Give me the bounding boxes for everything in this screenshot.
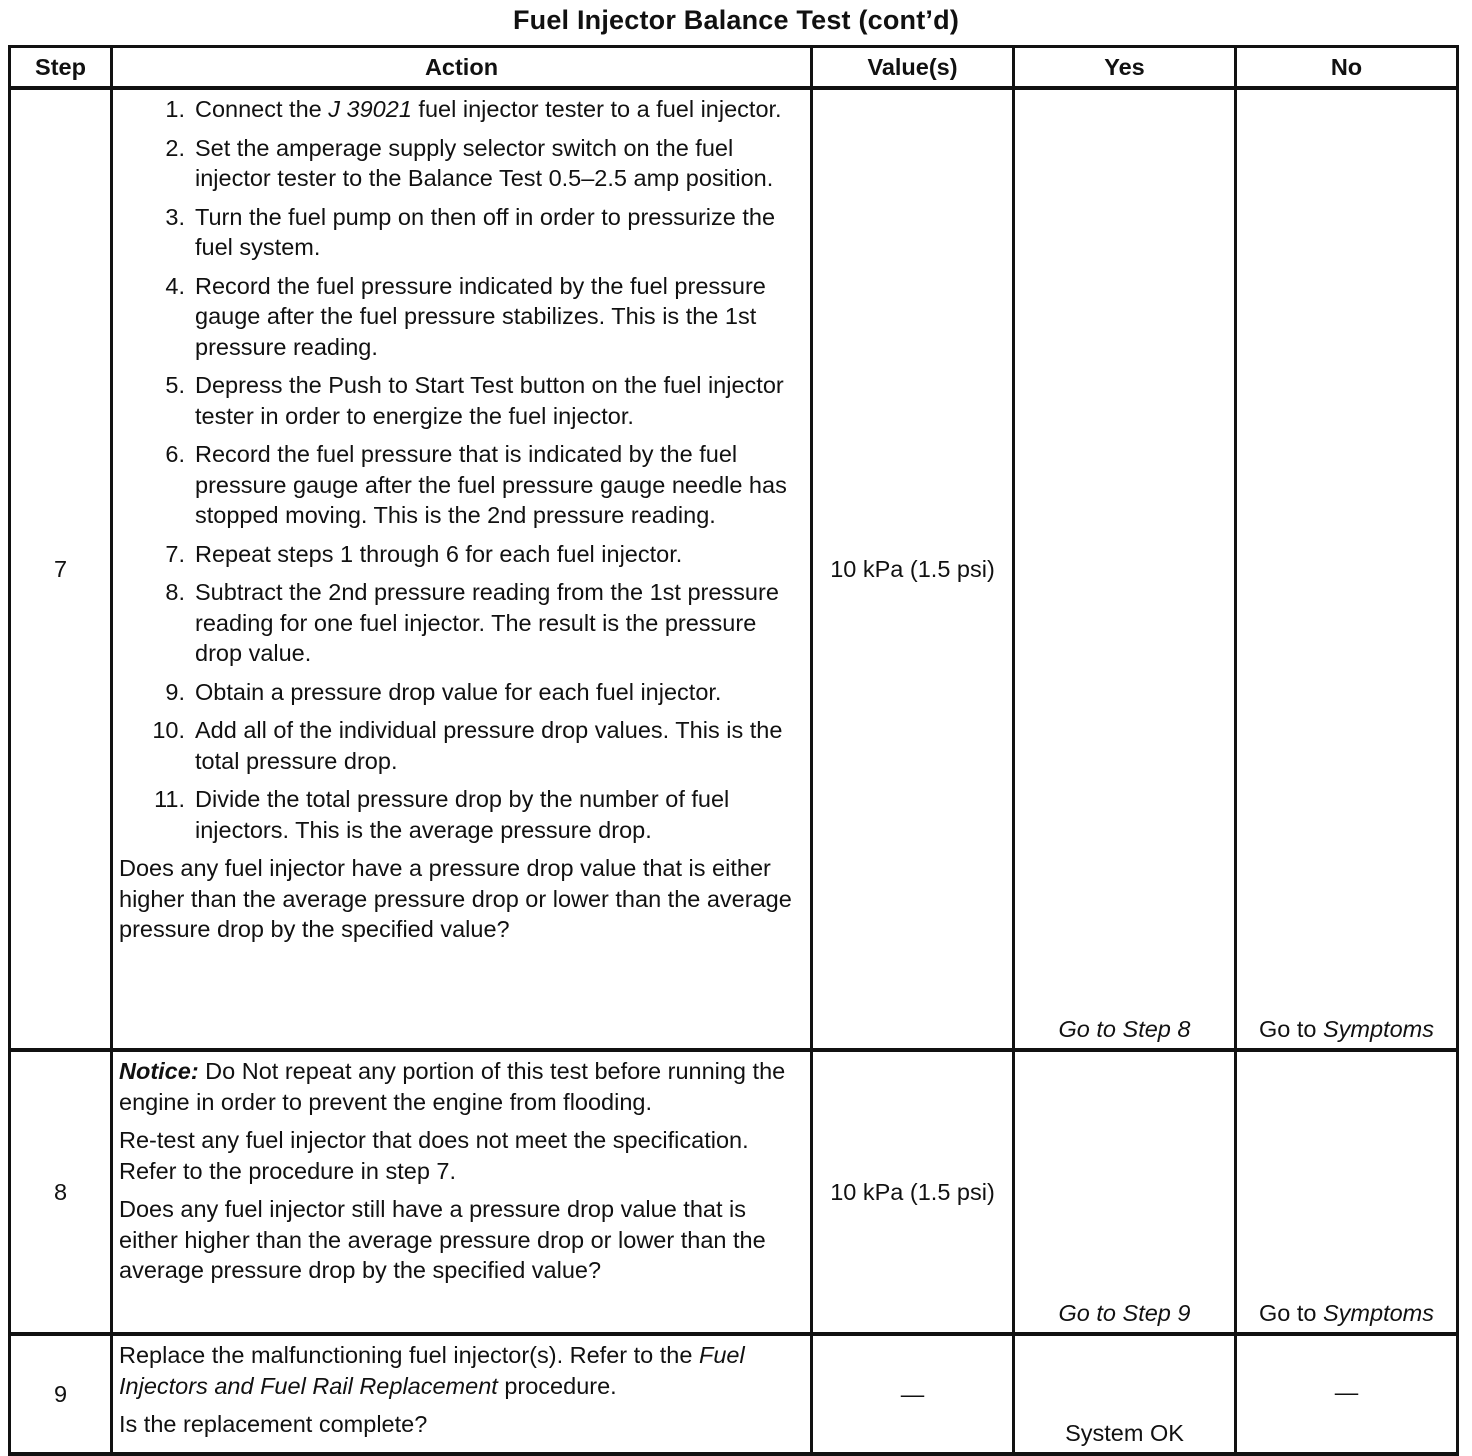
list-item-number: 2. (165, 134, 185, 161)
table-row-step-9 (10, 1334, 1458, 1454)
procedure-list (119, 94, 804, 845)
list-item (119, 677, 804, 708)
table-header-row (10, 47, 1458, 89)
header-values: Value(s) (812, 47, 1014, 89)
value-cell: 10 kPa (1.5 psi) (812, 88, 1014, 1050)
list-item-text: Divide the total pressure drop by the number of fuel injectors. This is the average pressure drop. (195, 786, 730, 843)
list-item-number: 1. (165, 96, 185, 122)
list-item-text: Connect the J 39021 fuel injector tester to a fuel injector. (195, 96, 782, 122)
list-item-number: 7. (165, 540, 185, 567)
list-item-number: 8. (165, 579, 185, 605)
instruction-text: Replace the malfunctioning fuel injector(s). Refer to the Fuel Injectors and Fuel Rail Replacement procedure. (119, 1342, 745, 1399)
list-item-text: Turn the fuel pump on then off in order to pressurize the fuel system. (195, 203, 776, 260)
list-item-text: Record the fuel pressure indicated by the fuel pressure gauge after the fuel pressure stabilizes. This is the 1st pressure reading. (195, 272, 766, 360)
action-cell (112, 88, 812, 1050)
notice-text: Do Not repeat any portion of this test before running the engine in order to prevent the engine from flooding. (119, 1058, 786, 1115)
no-text: Go to (1258, 1299, 1323, 1326)
list-item (119, 439, 804, 531)
action-cell (112, 1334, 812, 1454)
question-text: Is the replacement complete? (119, 1411, 428, 1437)
question-text: Does any fuel injector still have a pressure drop value that is either higher than the average pressure drop or lower than the average pressure drop by the specified value? (119, 1196, 766, 1283)
step-number: 7 (10, 88, 112, 1050)
list-item-text: Depress the Push to Start Test button on the fuel injector tester in order to energize the fuel injector. (195, 372, 784, 429)
list-item (119, 577, 804, 669)
symptoms-reference: Symptoms (1323, 1299, 1434, 1326)
list-item (119, 539, 804, 570)
list-item (119, 370, 804, 431)
instruction-text: Re-test any fuel injector that does not meet the specification. Refer to the procedure in step 7. (119, 1127, 749, 1184)
no-cell (1236, 88, 1458, 1050)
header-action: Action (112, 47, 812, 89)
header-no: No (1236, 47, 1458, 89)
step-number: 9 (10, 1334, 112, 1454)
list-item-number: 4. (165, 272, 185, 299)
action-cell (112, 1050, 812, 1334)
symptoms-reference: Symptoms (1323, 1015, 1434, 1042)
table-row-step-8 (10, 1050, 1458, 1334)
yes-cell (1014, 1050, 1236, 1334)
question-text: Does any fuel injector have a pressure drop value that is either higher than the average pressure drop or lower than the average pressure drop by the specified value? (119, 855, 792, 942)
notice-label: Notice: (119, 1058, 199, 1084)
list-item-text: Record the fuel pressure that is indicated by the fuel pressure gauge after the fuel pressure gauge needle has stopped moving. This is the 2nd pressure reading. (195, 441, 787, 528)
yes-cell (1014, 88, 1236, 1050)
list-item (119, 271, 804, 363)
list-item-text: Repeat steps 1 through 6 for each fuel injector. (195, 540, 683, 567)
list-item-text: Set the amperage supply selector switch on the fuel injector tester to the Balance Test 0.5–2.5 amp position. (195, 134, 774, 191)
list-item-number: 3. (165, 203, 185, 230)
list-item (119, 202, 804, 263)
list-item-text: Subtract the 2nd pressure reading from the 1st pressure reading for one fuel injector. The result is the pressure drop value. (195, 579, 779, 666)
table-row-step-7 (10, 88, 1458, 1050)
list-item (119, 94, 804, 125)
notice-paragraph (119, 1056, 804, 1117)
list-item-number: 10. (152, 717, 185, 743)
value-cell: 10 kPa (1.5 psi) (812, 1050, 1014, 1334)
list-item-number: 5. (165, 372, 185, 398)
list-item-text: Add all of the individual pressure drop values. This is the total pressure drop. (195, 717, 783, 774)
step-number: 8 (10, 1050, 112, 1334)
no-cell: — (1236, 1334, 1458, 1454)
list-item (119, 133, 804, 194)
diagnostic-table (8, 45, 1459, 1456)
header-yes: Yes (1014, 47, 1236, 89)
list-item (119, 784, 804, 845)
tool-reference: J 39021 (328, 96, 412, 122)
list-item (119, 715, 804, 776)
yes-link-text: Go to Step 9 (1058, 1299, 1191, 1326)
yes-link-text: Go to Step 8 (1058, 1015, 1191, 1042)
header-step: Step (10, 47, 112, 89)
list-item-text: Obtain a pressure drop value for each fuel injector. (195, 678, 722, 705)
yes-cell: System OK (1014, 1334, 1236, 1454)
value-cell: — (812, 1334, 1014, 1454)
list-item-number: 11. (154, 786, 185, 812)
no-text: Go to (1258, 1015, 1323, 1042)
list-item-number: 9. (165, 678, 185, 705)
list-item-number: 6. (165, 441, 185, 467)
procedure-reference: Fuel Injectors and Fuel Rail Replacement (119, 1342, 745, 1399)
page-title: Fuel Injector Balance Test (cont’d) (512, 5, 960, 35)
no-cell (1236, 1050, 1458, 1334)
